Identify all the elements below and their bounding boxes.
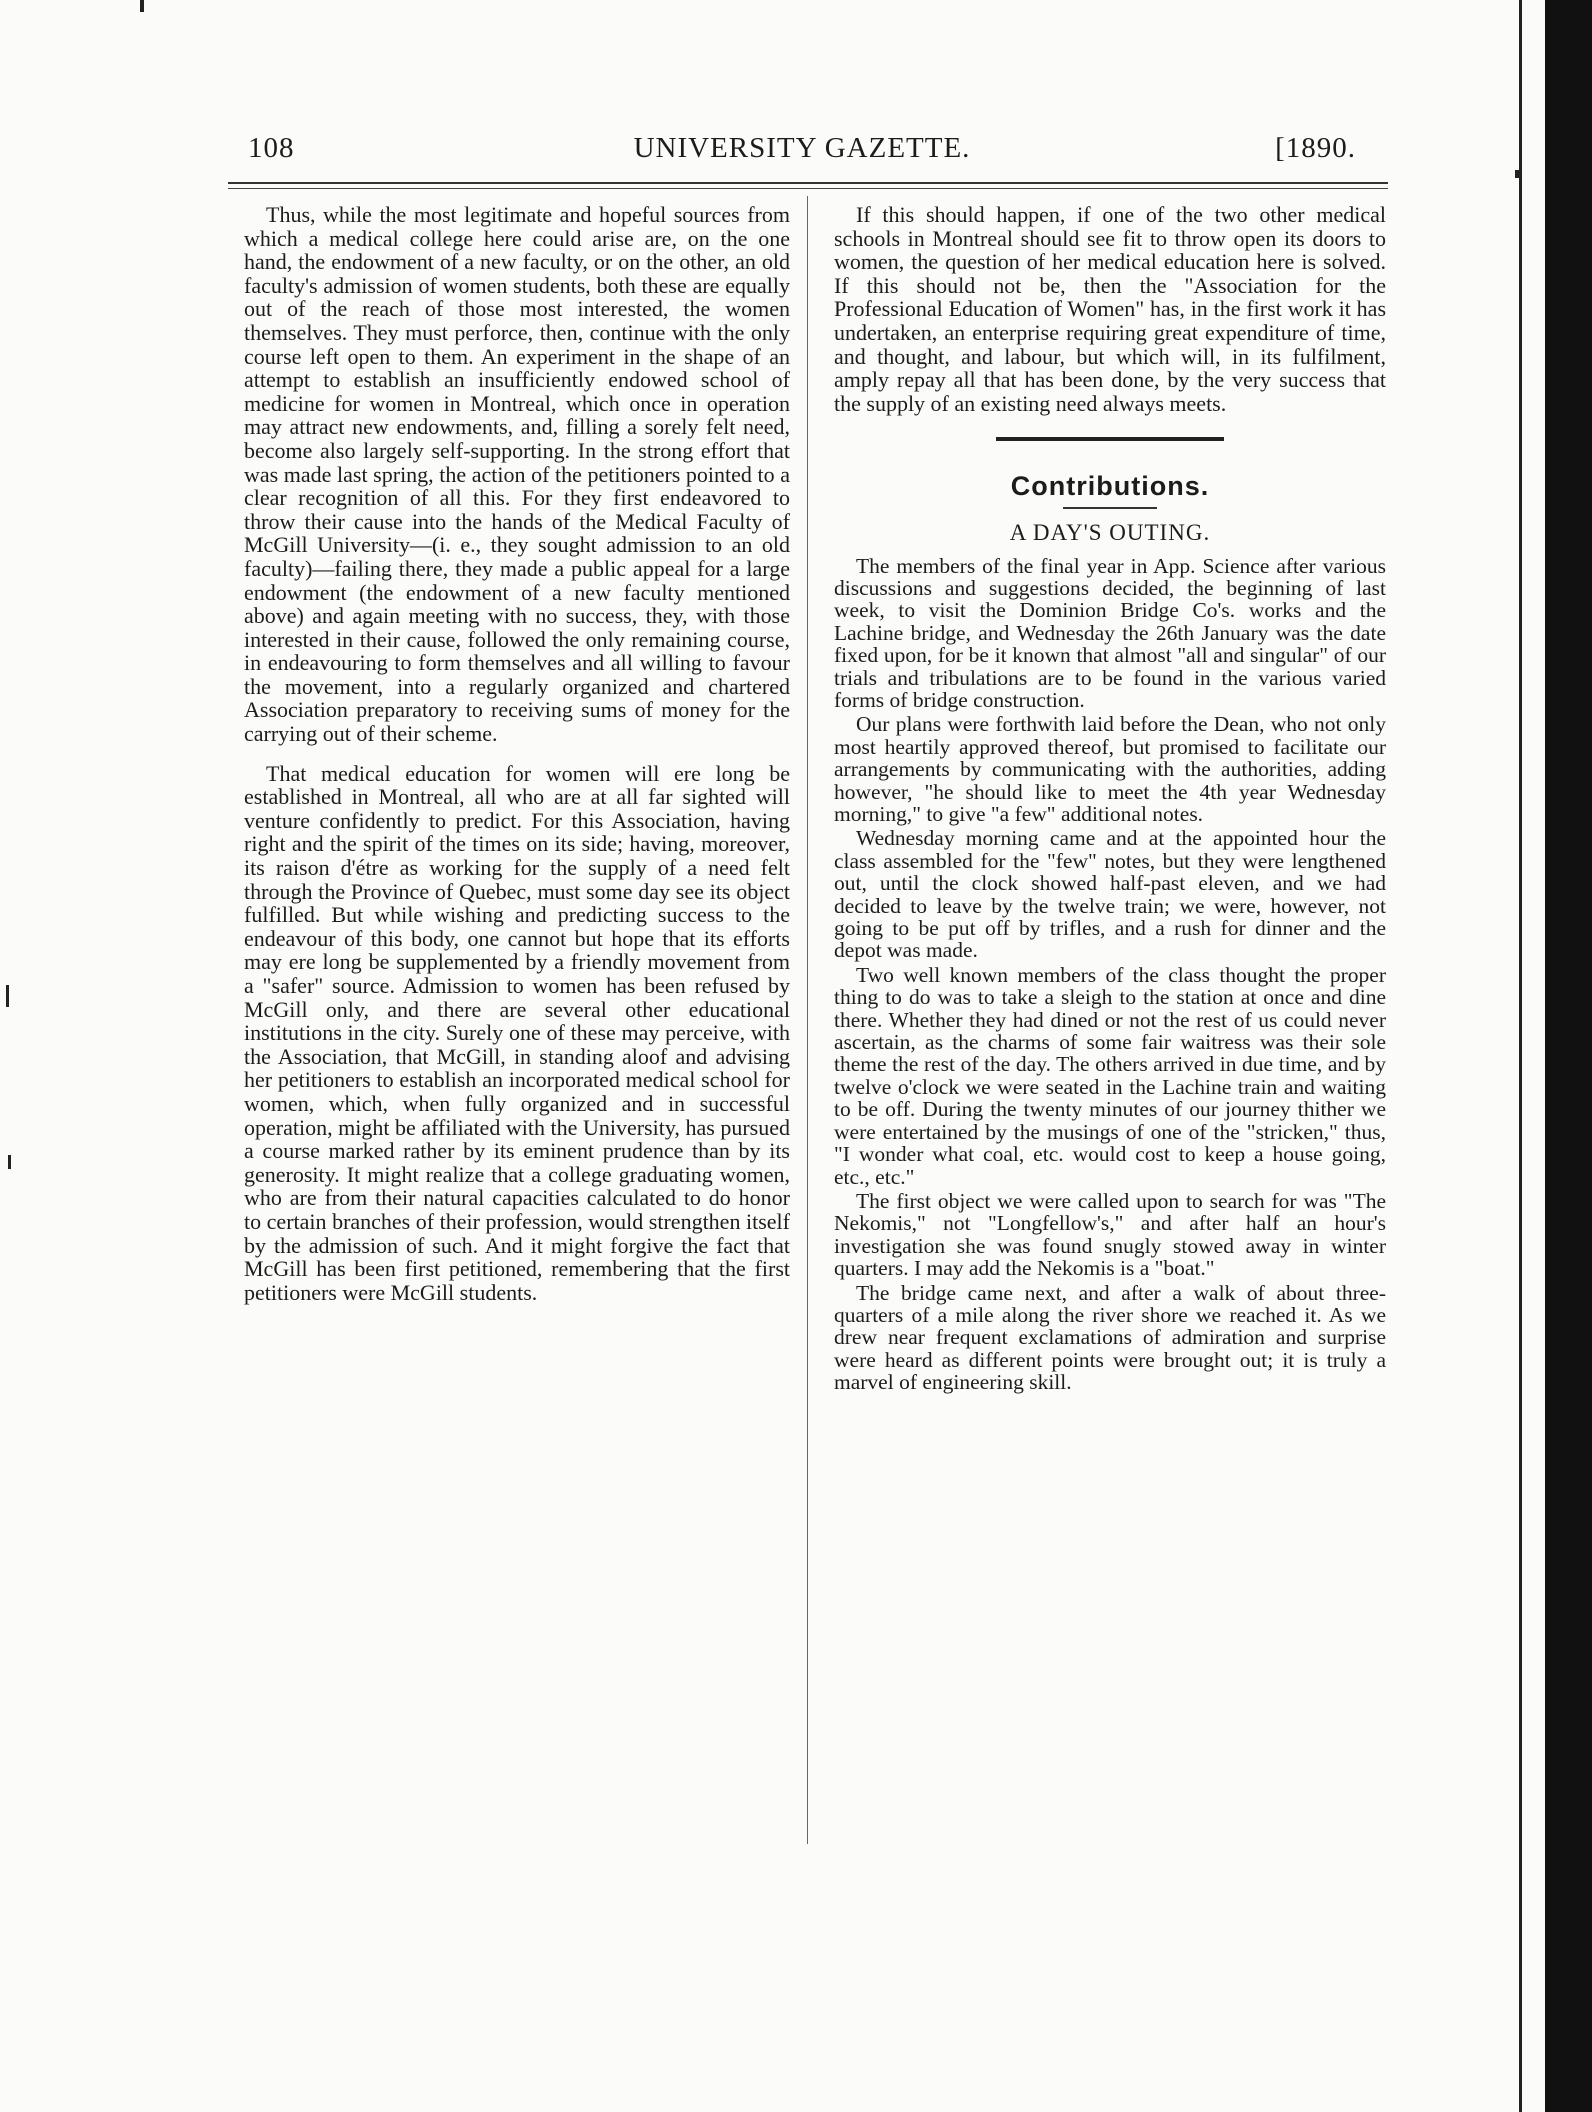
scan-dark-edge [1545,0,1592,2112]
running-header [248,132,1356,176]
issue-year: [1890. [1275,132,1356,164]
article-paragraph: Our plans were forthwith laid before the Dean, who not only most heartily approved thereof, but promised to facilitate our arrangements by communicating with the authorities, adding however, "he should like to meet the 4th year Wednesday morning," to give "a few" additional notes. [834,712,1386,826]
right-column [834,203,1386,1396]
scan-speck [1515,170,1520,178]
scan-speck [6,985,9,1007]
article-title: A DAY'S OUTING. [1009,519,1211,545]
binding-edge-line [1519,0,1522,2112]
heading-rule [1063,507,1157,509]
section-heading: Contributions. [1010,471,1210,502]
article-body [834,555,1386,1394]
left-paragraph: Thus, while the most legitimate and hopeful sources from which a medical college here could arise are, on the one hand, the endowment of a new faculty, or on the other, an old faculty's admission of women students, both these are equally out of the reach of those most interested, the women themselves. They must perforce, then, continue with the only course left open to them. An experiment in the shape of an attempt to establish an insufficiently endowed school of medicine for women in Montreal, which once in operation may attract new endowments, and, filling a sorely felt need, become also largely self-supporting. In the strong effort that was made last spring, the action of the petitioners pointed to a clear recognition of all this. For they first endeavored to throw their cause into the hands of the Medical Faculty of McGill University—(i. e., they sought admission to an old faculty)—failing there, they made a public appeal for a large endowment (the endowment of a new faculty mentioned above) and again meeting with no success, they, with those interested in their cause, followed the only remaining course, in endeavouring to form themselves and all willing to favour the movement, into a regularly organized and chartered Association preparatory to receiving sums of money for the carrying out of their scheme. [244,202,790,747]
left-paragraph: That medical education for women will ere long be established in Montreal, all who are at all far sighted will venture confidently to predict. For this Association, having right and the spirit of the times on its side; having, moreover, its raison d'étre as working for the supply of a need felt through the Province of Quebec, must some day see its object fulfilled. But while wishing and predicting success to the endeavour of this body, one cannot but hope that its efforts may ere long be supplemented by a friendly movement from a "safer" source. Admission to women has been refused by McGill only, and there are several other educational institutions in the city. Surely one of these may perceive, with the Association, that McGill, in standing aloof and advising her petitioners to establish an incorporated medical school for women, which, when fully organized and in successful operation, might be affiliated with the University, has pursued a course marked rather by its eminent prudence than by its generosity. It might realize that a college graduating women, who are from their natural capacities calculated to do honor to certain branches of their profession, would strengthen itself by the admission of such. And it might forgive the fact that McGill has been first petitioned, remembering that the first petitioners were McGill students. [244,760,790,1305]
article-paragraph: Wednesday morning came and at the appointed hour the class assembled for the "few" notes, but they were lengthened out, until the clock showed half-past eleven, and we had decided to leave by the twelve train; we were, however, not going to be put off by trifles, and a rush for dinner and the depot was made. [834,826,1386,963]
header-rule-thin [228,188,1388,189]
continuation-paragraph: If this should happen, if one of the two other medical schools in Montreal should see fit to throw open its doors to women, the question of her medical education here is solved. If this should not be, then the "Association for the Professional Education of Women" has, in the first work it has undertaken, an enterprise requiring great expenditure of time, and thought, and labour, but which will, in its fulfilment, amply repay all that has been done, by the very success that the supply of an existing need always meets. [834,202,1386,416]
publication-title: UNIVERSITY GAZETTE. [633,132,971,164]
article-paragraph: The bridge came next, and after a walk of about three-quarters of a mile along the river shore we reached it. As we drew near frequent exclamations of admiration and surprise were heard as different points were brought out; it is truly a marvel of engineering skill. [834,1280,1386,1395]
article-paragraph: Two well known members of the class thought the proper thing to do was to take a sleigh to the station at once and dine there. Whether they had dined or not the rest of us could never ascertain, as the charms of some fair waitress was their sole theme the rest of the day. The others arrived in due time, and by twelve o'clock we were seated in the Lachine train and waiting to be off. During the twenty minutes of our journey thither we were entertained by the musings of one of the "stricken," thus, "I wonder what coal, etc. would cost to keep a house going, etc., etc." [834,962,1386,1189]
column-separator [807,196,808,1844]
scan-speck [140,0,144,12]
page-number: 108 [248,132,295,164]
scan-speck [8,1155,11,1169]
left-column [244,203,790,1304]
section-divider [996,437,1224,441]
header-rule [228,182,1388,184]
article-paragraph: The members of the final year in App. Science after various discussions and suggestions decided, the beginning of last week, to visit the Dominion Bridge Co's. works and the Lachine bridge, and Wednesday the 26th January was the date fixed upon, for be it known that almost "all and singular" of our trials and tribulations are to be found in the various varied forms of bridge construction. [834,553,1386,712]
article-paragraph: The first object we were called upon to search for was "The Nekomis," not "Longfellow's," and after half an hour's investigation she was found snugly stowed away in winter quarters. I may add the Nekomis is a "boat." [834,1188,1386,1281]
